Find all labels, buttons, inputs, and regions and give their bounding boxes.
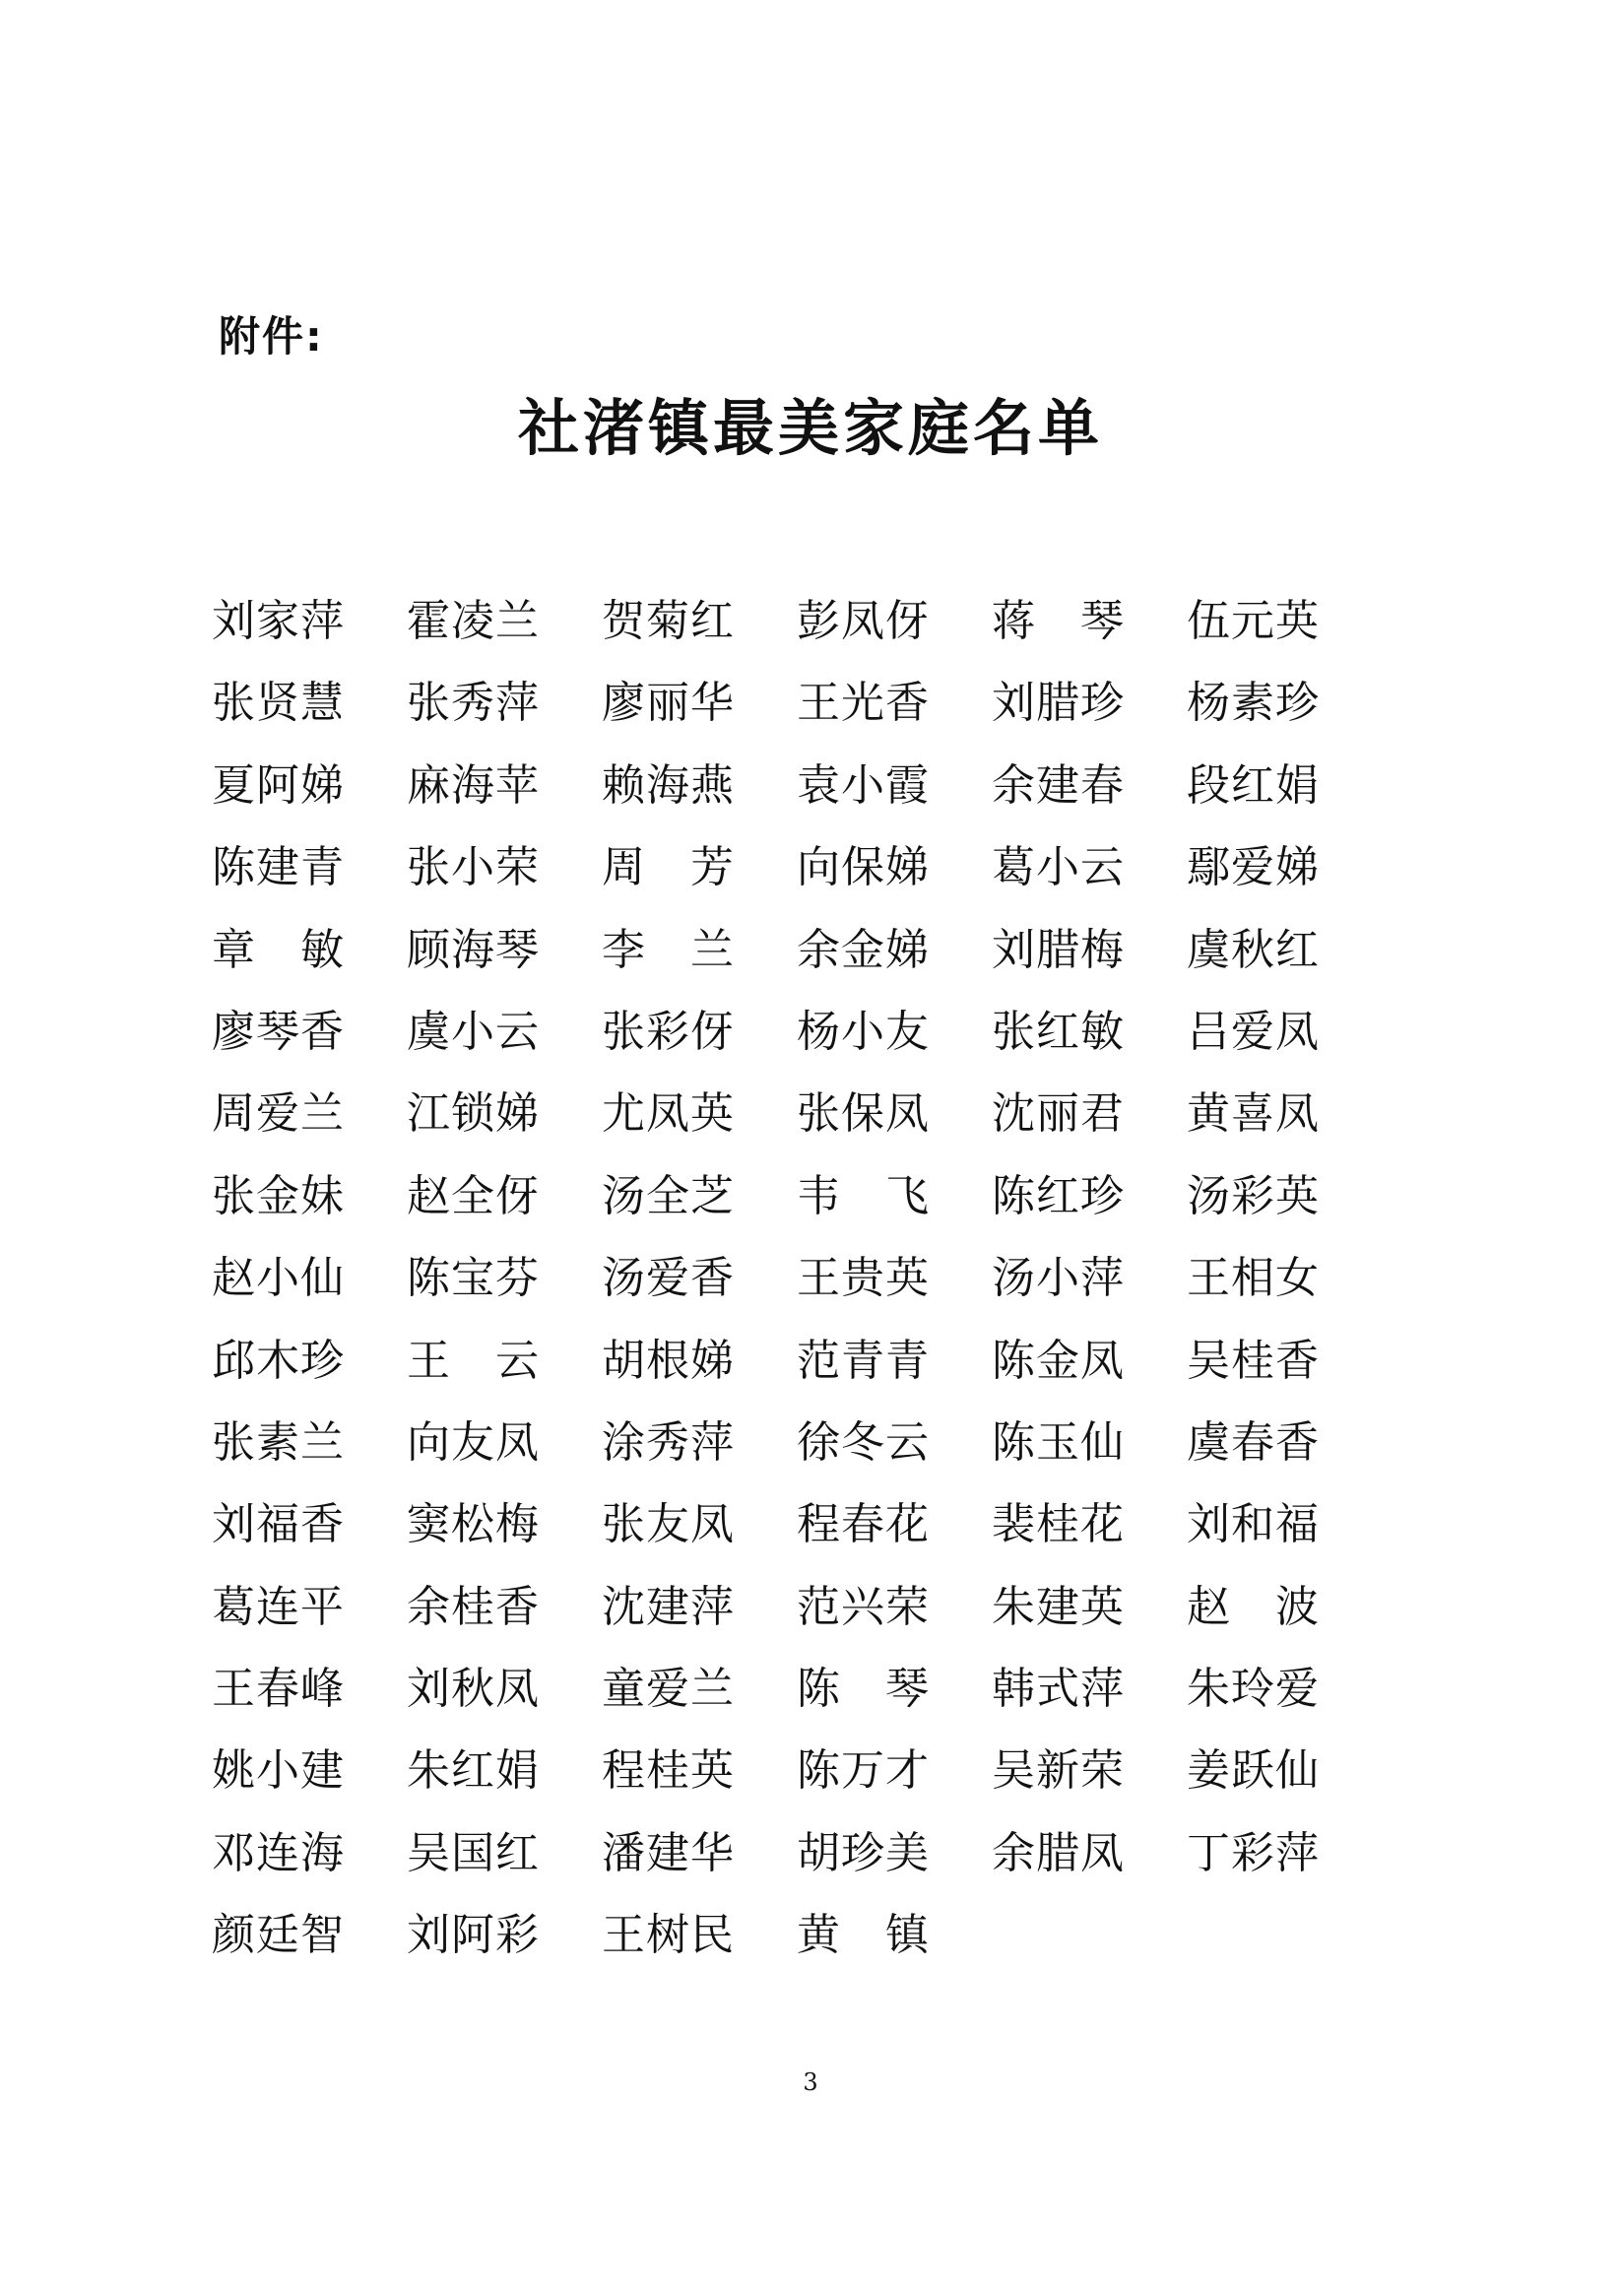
name-cell: 麻海苹 [407, 759, 540, 811]
name-cell: 徐冬云 [797, 1416, 930, 1468]
name-cell: 黄喜凤 [1187, 1088, 1320, 1140]
name-cell: 虞春香 [1187, 1416, 1320, 1468]
name-cell: 江锁娣 [407, 1088, 540, 1140]
name-cell: 袁小霞 [797, 759, 930, 811]
name-cell: 刘福香 [212, 1499, 345, 1550]
name-cell: 汤小萍 [992, 1253, 1125, 1304]
name-cell: 赖海燕 [602, 759, 735, 811]
name-cell: 丁彩萍 [1187, 1827, 1320, 1878]
name-cell: 潘建华 [602, 1827, 735, 1878]
name-cell: 刘和福 [1187, 1499, 1320, 1550]
name-cell: 刘家萍 [212, 596, 345, 646]
name-cell: 姜跃仙 [1187, 1745, 1320, 1797]
name-cell: 颜廷智 [212, 1910, 345, 1961]
name-cell: 范青青 [797, 1335, 930, 1386]
name-cell: 汤爱香 [602, 1253, 735, 1304]
name-cell: 周爱兰 [212, 1088, 345, 1140]
name-cell: 赵 波 [1187, 1581, 1320, 1632]
name-cell: 汤全芝 [602, 1170, 735, 1221]
name-cell: 韩式萍 [992, 1664, 1125, 1715]
name-cell: 程春花 [797, 1499, 930, 1550]
name-cell: 彭凤伢 [797, 596, 930, 646]
name-cell: 张小荣 [407, 842, 540, 893]
name-cell: 程桂英 [602, 1745, 735, 1797]
name-cell: 章 敏 [212, 924, 345, 975]
name-cell: 贺菊红 [602, 596, 735, 646]
name-cell: 刘腊梅 [992, 924, 1125, 975]
name-cell: 余桂香 [407, 1581, 540, 1632]
document-title: 社渚镇最美家庭名单 [517, 392, 1103, 464]
name-cell: 朱红娟 [407, 1745, 540, 1797]
name-cell: 朱玲爱 [1187, 1664, 1320, 1715]
name-cell: 刘腊珍 [992, 678, 1125, 729]
name-cell: 廖琴香 [212, 1006, 345, 1057]
name-cell: 张友凤 [602, 1499, 735, 1550]
name-cell: 窦松梅 [407, 1499, 540, 1550]
name-cell: 韦 飞 [797, 1170, 930, 1221]
name-cell: 周 芳 [602, 842, 735, 893]
name-cell: 顾海琴 [407, 924, 540, 975]
name-cell: 吴桂香 [1187, 1335, 1320, 1386]
name-cell: 张红敏 [992, 1006, 1125, 1057]
name-cell: 王相女 [1187, 1253, 1320, 1304]
name-cell: 赵全伢 [407, 1170, 540, 1221]
name-cell: 胡根娣 [602, 1335, 735, 1386]
name-cell: 余腊凤 [992, 1827, 1125, 1878]
name-cell: 吕爱凤 [1187, 1006, 1320, 1057]
name-cell: 伍元英 [1187, 596, 1320, 646]
name-cell: 葛小云 [992, 842, 1125, 893]
name-cell: 王树民 [602, 1910, 735, 1961]
name-cell: 张素兰 [212, 1416, 345, 1468]
name-cell: 赵小仙 [212, 1253, 345, 1304]
name-cell: 吴国红 [407, 1827, 540, 1878]
name-cell: 胡珍美 [797, 1827, 930, 1878]
name-cell: 向保娣 [797, 842, 930, 893]
name-cell: 杨小友 [797, 1006, 930, 1057]
name-cell: 张金妹 [212, 1170, 345, 1221]
name-cell: 虞秋红 [1187, 924, 1320, 975]
name-cell: 向友凤 [407, 1416, 540, 1468]
name-cell: 黄 镇 [797, 1910, 930, 1961]
page-number: 3 [803, 2068, 818, 2096]
name-cell: 霍凌兰 [407, 596, 540, 646]
name-cell: 王春峰 [212, 1664, 345, 1715]
name-cell: 余金娣 [797, 924, 930, 975]
name-cell: 张保凤 [797, 1088, 930, 1140]
name-cell: 陈 琴 [797, 1664, 930, 1715]
name-cell: 鄢爱娣 [1187, 842, 1320, 893]
name-cell: 陈建青 [212, 842, 345, 893]
name-cell: 范兴荣 [797, 1581, 930, 1632]
name-cell: 夏阿娣 [212, 759, 345, 811]
name-cell: 陈金凤 [992, 1335, 1125, 1386]
name-cell: 葛连平 [212, 1581, 345, 1632]
name-cell: 王光香 [797, 678, 930, 729]
name-cell: 陈宝芬 [407, 1253, 540, 1304]
name-cell: 余建春 [992, 759, 1125, 811]
name-cell: 沈丽君 [992, 1088, 1125, 1140]
name-cell: 朱建英 [992, 1581, 1125, 1632]
name-cell: 童爱兰 [602, 1664, 735, 1715]
names-grid [212, 589, 1433, 1986]
name-cell: 王贵英 [797, 1253, 930, 1304]
name-cell: 杨素珍 [1187, 678, 1320, 729]
name-cell: 蒋 琴 [992, 596, 1125, 646]
name-cell: 虞小云 [407, 1006, 540, 1057]
name-cell: 张秀萍 [407, 678, 540, 729]
name-cell: 李 兰 [602, 924, 735, 975]
name-cell: 刘秋凤 [407, 1664, 540, 1715]
name-cell: 陈玉仙 [992, 1416, 1125, 1468]
name-cell: 邱木珍 [212, 1335, 345, 1386]
name-cell: 张贤慧 [212, 678, 345, 729]
name-cell: 陈红珍 [992, 1170, 1125, 1221]
name-cell: 尤凤英 [602, 1088, 735, 1140]
name-cell: 刘阿彩 [407, 1910, 540, 1961]
name-cell: 廖丽华 [602, 678, 735, 729]
name-cell: 段红娟 [1187, 759, 1320, 811]
name-cell: 涂秀萍 [602, 1416, 735, 1468]
name-cell: 沈建萍 [602, 1581, 735, 1632]
name-cell: 吴新荣 [992, 1745, 1125, 1797]
name-cell: 裴桂花 [992, 1499, 1125, 1550]
name-cell: 姚小建 [212, 1745, 345, 1797]
name-cell: 张彩伢 [602, 1006, 735, 1057]
name-cell: 王 云 [407, 1335, 540, 1386]
name-cell: 汤彩英 [1187, 1170, 1320, 1221]
attachment-label: 附件: [219, 312, 324, 361]
name-cell: 邓连海 [212, 1827, 345, 1878]
name-cell: 陈万才 [797, 1745, 930, 1797]
